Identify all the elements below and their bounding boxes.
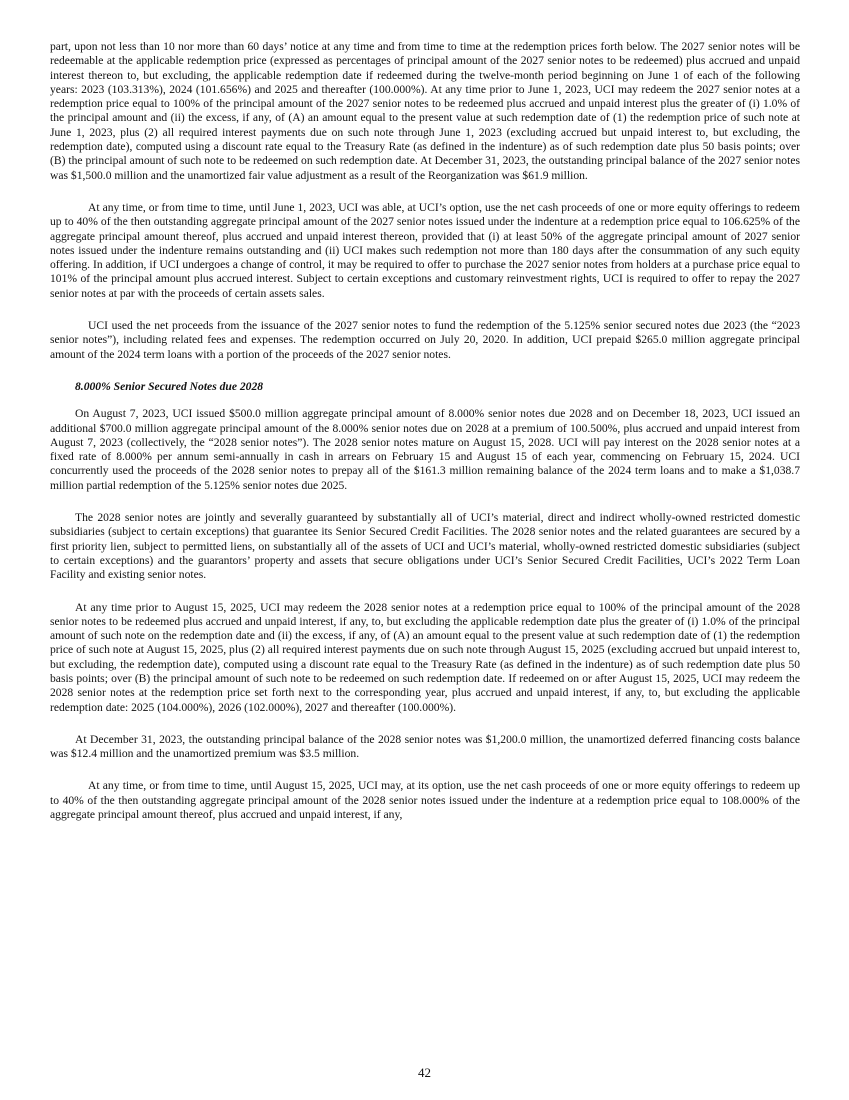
paragraph-2027-notes-redemption-prices: part, upon not less than 10 nor more than 60 days’ notice at any time and from time to time at the redemption prices forth below. The 2027 senior notes will be redeemable at the applicable redemption price (expressed as percentages of principal amount of the 2027 senior notes to be redeemed) plus accrued and unpaid interest thereon to, but excluding, the applicable redemption date if redeemed during the twelve-month period beginning on June 1 of each of the following years: 2023 (103.313%), 2024 (101.656%) and 2025 and thereafter (100.000%). At any time prior to June 1, 2023, UCI may redeem the 2027 senior notes at a redemption price equal to 100% of the principal amount of the 2027 senior notes to be redeemed plus accrued and unpaid interest plus the greater of (i) 1.0% of the principal amount and (ii) the excess, if any, of (A) an amount equal to the present value at such redemption date of (1) the redemption price of such note at June 1, 2023, plus (2) all required interest payments due on such note through June 1, 2023 (excluding accrued but unpaid interest to, but excluding, the redemption date), computed using a discount rate equal to the Treasury Rate (as defined in the indenture) as of such redemption date plus 50 basis points; over (B) the principal amount of such note to be redeemed on such redemption date. At December 31, 2023, the outstanding principal balance of the 2027 senior notes was $1,500.0 million and the unamortized fair value adjustment as a result of the Reorganization was $61.9 million.	[50, 40, 800, 182]
paragraph-2028-notes-balance: At December 31, 2023, the outstanding principal balance of the 2028 senior notes was $1,200.0 million, the unamortized deferred financing costs balance was $12.4 million and the unamortized premium was $3.5 million.	[50, 732, 800, 761]
section-heading-2028-notes: 8.000% Senior Secured Notes due 2028	[75, 379, 264, 393]
paragraph-2028-notes-equity-offering: At any time, or from time to time, until August 15, 2025, UCI may, at its option, use the net cash proceeds of one or more equity offerings to redeem up to 40% of the then outstanding aggregate principal amount of the 2028 senior notes issued under the indenture at a redemption price equal to 108.000% of the aggregate principal amount thereof, plus accrued and unpaid interest, if any,	[50, 779, 800, 822]
paragraph-2027-notes-use-of-proceeds: UCI used the net proceeds from the issuance of the 2027 senior notes to fund the redemption of the 5.125% senior secured notes due 2023 (the “2023 senior notes”), including related fees and expenses. The redemption occurred on July 20, 2020. In addition, UCI prepaid $265.0 million aggregate principal amount of the 2024 term loans with a portion of the proceeds of the 2027 senior notes.	[50, 319, 800, 361]
page-number: 42	[418, 1065, 431, 1080]
paragraph-2028-notes-guarantees: The 2028 senior notes are jointly and severally guaranteed by substantially all of UCI’s material, direct and indirect wholly-owned restricted domestic subsidiaries (subject to certain exceptions) that guarantee its Senior Secured Credit Facilities. The 2028 senior notes and the related guarantees are secured by a first priority lien, subject to permitted liens, on substantially all of the assets of UCI and UCI’s material, wholly-owned restricted domestic subsidiaries (subject to certain exceptions) and the guarantors’ property and assets that secure obligations under UCI’s Senior Secured Credit Facilities, UCI’s 2022 Term Loan Facility and existing senior notes.	[50, 511, 800, 582]
paragraph-2027-notes-equity-offering: At any time, or from time to time, until June 1, 2023, UCI was able, at UCI’s option, use the net cash proceeds of one or more equity offerings to redeem up to 40% of the then outstanding aggregate principal amount of the 2027 senior notes issued under the indenture at a redemption price equal to 106.625% of the aggregate principal amount thereof, plus accrued and unpaid interest thereon, provided that (i) at least 50% of the aggregate principal amount of 2027 senior notes issued under the indenture remains outstanding and (ii) UCI makes such redemption not more than 180 days after the consummation of any such equity offering. In addition, if UCI undergoes a change of control, it may be required to offer to purchase the 2027 senior notes from holders at a purchase price equal to 101% of the principal amount plus accrued interest. Subject to certain exceptions and customary reinvestment rights, UCI is required to offer to repay the 2027 senior notes at par with the proceeds of certain assets sales.	[50, 200, 800, 300]
document-page	[50, 40, 800, 840]
paragraph-2028-notes-redemption: At any time prior to August 15, 2025, UCI may redeem the 2028 senior notes at a redemption price equal to 100% of the principal amount of the 2028 senior notes to be redeemed plus accrued and unpaid interest, if any, to, but excluding the applicable redemption date plus the greater of (i) 1.0% of the principal amount of such note on the redemption date and (ii) the excess, if any, of (A) an amount equal to the present value at such redemption date of (1) the redemption price of such note at August 15, 2025, plus (2) all required interest payments due on such note through August 15, 2025 (excluding accrued but unpaid interest to, but excluding, the redemption date), computed using a discount rate equal to the Treasury Rate (as defined in the indenture) as of such redemption date plus 50 basis points; over (B) the principal amount of such note to be redeemed on such redemption date. If redeemed on or after August 15, 2025, UCI may redeem the 2028 senior notes at the redemption price set forth next to the corresponding year, plus accrued and unpaid interest, if any, to, but excluding the applicable redemption date: 2025 (104.000%), 2026 (102.000%), 2027 and thereafter (100.000%).	[50, 600, 800, 714]
paragraph-2028-notes-issuance: On August 7, 2023, UCI issued $500.0 million aggregate principal amount of 8.000% senior notes due 2028 and on December 18, 2023, UCI issued an additional $700.0 million aggregate principal amount of the 8.000% senior notes due on 2028 at a premium of 100.500%, plus accrued and unpaid interest from August 7, 2023 (collectively, the “2028 senior notes”). The 2028 senior notes mature on August 15, 2028. UCI will pay interest on the 2028 senior notes at a fixed rate of 8.000% per annum semi-annually in cash in arrears on February 15 and August 15 of each year, commencing on February 15, 2024. UCI concurrently used the proceeds of the 2028 senior notes to prepay all of the $161.3 million remaining balance of the 2024 term loans and to make a $1,038.7 million partial redemption of the 5.125% senior notes due 2025.	[50, 407, 800, 492]
